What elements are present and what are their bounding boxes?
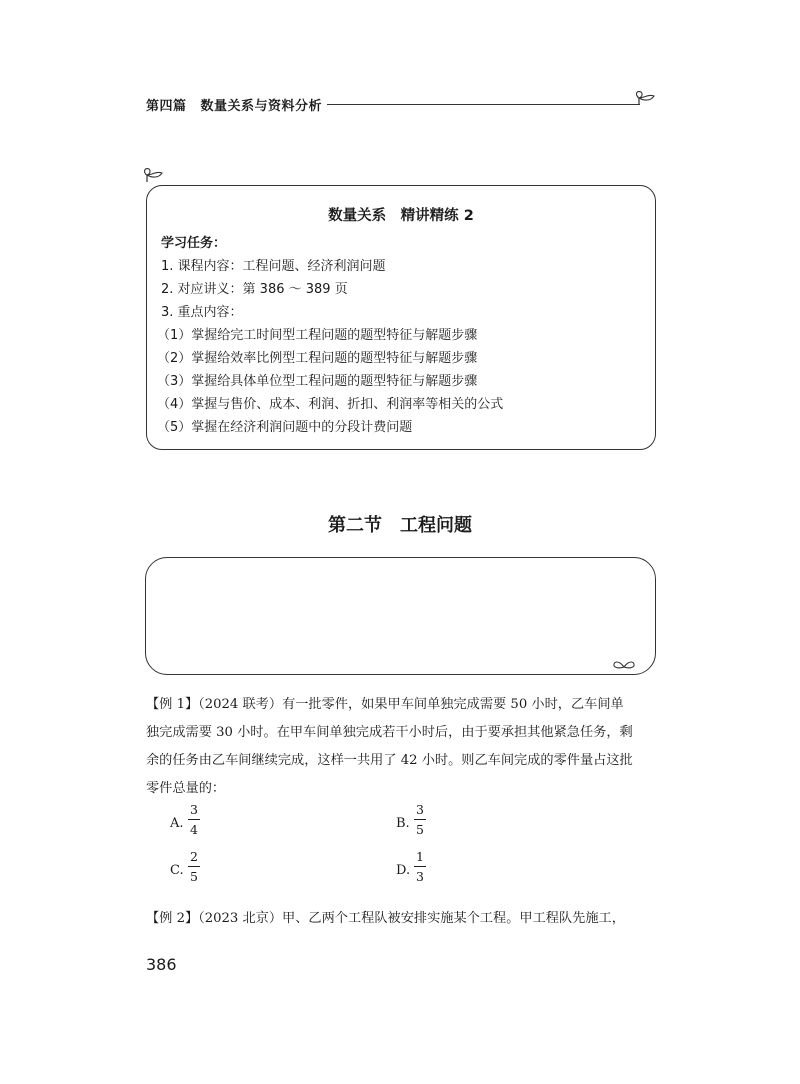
note-box (145, 557, 656, 675)
task-line: （2）掌握给效率比例型工程问题的题型特征与解题步骤 (157, 351, 478, 366)
option-label: B. (396, 816, 410, 831)
fraction-numerator: 2 (190, 849, 198, 864)
option-label: A. (170, 816, 184, 831)
fraction-denominator: 5 (190, 869, 198, 884)
header-title: 数量关系与资料分析 (200, 99, 323, 114)
fraction-numerator: 1 (416, 849, 424, 864)
example1-line: 独完成需要 30 小时。在甲车间单独完成若干小时后，由于要承担其他紧急任务，剩 (146, 725, 633, 740)
task-line: 2. 对应讲义：第 386 ～ 389 页 (161, 282, 348, 297)
option-label: C. (170, 863, 184, 878)
running-header (146, 95, 322, 114)
task-line: 3. 重点内容： (161, 305, 243, 320)
task-box-title: 数量关系 精讲精练 2 (328, 208, 474, 224)
section-title (0, 511, 800, 537)
learning-task-box (146, 185, 656, 450)
fraction (188, 849, 200, 884)
fraction-numerator: 3 (190, 802, 198, 817)
task-line: （1）掌握给完工时间型工程问题的题型特征与解题步骤 (157, 328, 478, 343)
header-part: 第四篇 (146, 99, 187, 114)
option-label: D. (396, 863, 411, 878)
task-line: （5）掌握在经济利润问题中的分段计费问题 (157, 420, 413, 435)
section-name: 工程问题 (400, 515, 472, 536)
example2-line: 【例 2】（2023 北京）甲、乙两个工程队被安排实施某个工程。甲工程队先施工， (146, 911, 625, 926)
page-number: 386 (146, 955, 177, 974)
section-number: 第二节 (328, 515, 382, 536)
sprout-icon (636, 86, 658, 106)
fraction (414, 802, 426, 837)
fraction-numerator: 3 (416, 802, 424, 817)
fraction-denominator: 5 (416, 822, 424, 837)
task-line: （4）掌握与售价、成本、利润、折扣、利润率等相关的公式 (157, 397, 504, 412)
task-label: 学习任务： (161, 236, 227, 251)
example1-line: 【例 1】（2024 联考）有一批零件，如果甲车间单独完成需要 50 小时，乙车间单 (146, 697, 624, 712)
fraction (414, 849, 426, 884)
example1-line: 余的任务由乙车间继续完成，这样一共用了 42 小时。则乙车间完成的零件量占这批 (146, 753, 633, 768)
sprout-icon (143, 163, 165, 183)
header-rule (327, 104, 640, 105)
fraction-denominator: 4 (190, 822, 198, 837)
fraction-denominator: 3 (416, 869, 424, 884)
task-line: 1. 课程内容：工程问题、经济利润问题 (161, 259, 386, 274)
sprout-icon (612, 655, 636, 671)
task-line: （3）掌握给具体单位型工程问题的题型特征与解题步骤 (157, 374, 478, 389)
fraction (188, 802, 200, 837)
example1-line: 零件总量的： (146, 781, 226, 796)
